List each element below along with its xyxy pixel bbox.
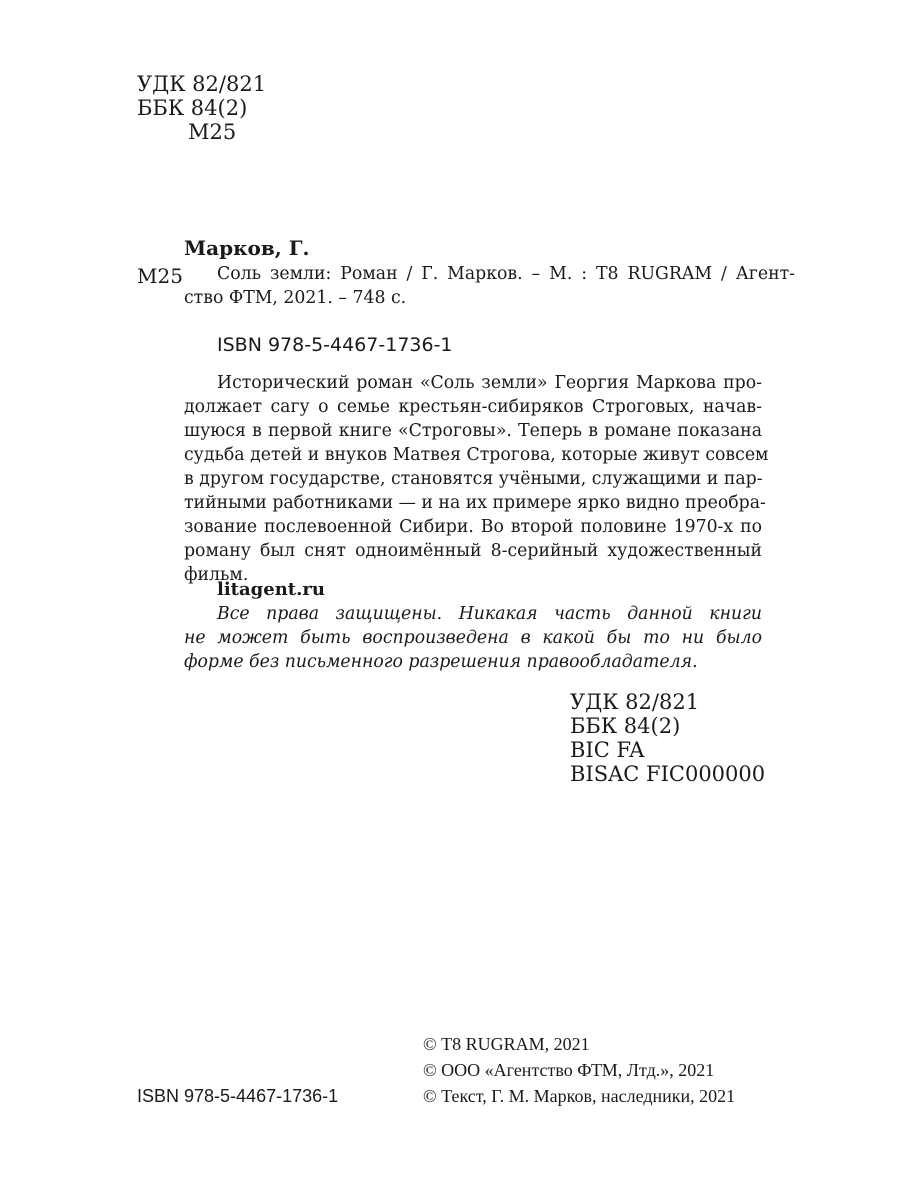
copyright-line: © Т8 RUGRAM, 2021 [423, 1034, 590, 1054]
top-classification-codes [137, 72, 266, 144]
bbk-code: ББК 84(2) [137, 96, 248, 120]
footer-isbn: ISBN 978-5-4467-1736-1 [137, 1086, 339, 1106]
annotation-line: шуюся в первой книге «Строговы». Теперь в романе показана [184, 421, 762, 441]
rights-line: форме без письменного разрешения правообладателя. [184, 652, 698, 672]
annotation-line: зование послевоенной Сибири. Во второй половине 1970-х по [184, 517, 762, 537]
author-mark-side: М25 [137, 264, 183, 288]
author-mark: М25 [188, 120, 237, 144]
annotation-line: роману был снят одноимённый 8-серийный художественный [184, 541, 762, 561]
annotation-line: Исторический роман «Соль земли» Георгия Маркова про- [217, 373, 762, 393]
isbn-number: ISBN 978-5-4467-1736-1 [217, 334, 453, 356]
rights-line: Все права защищены. Никакая часть данной книги [217, 604, 762, 624]
annotation-line: судьба детей и внуков Матвея Строгова, которые живут совсем [184, 445, 769, 465]
annotation-line: должает сагу о семье крестьян-сибиряков Строговых, начав- [184, 397, 762, 417]
annotation-line: фильм. [184, 565, 249, 585]
annotation-line: в другом государстве, становятся учёными, служащими и пар- [184, 469, 763, 489]
rights-line: не может быть воспроизведена в какой бы то ни было [184, 628, 762, 648]
bbk-code: ББК 84(2) [570, 714, 681, 738]
copyright-line: © ООО «Агентство ФТМ, Лтд.», 2021 [423, 1060, 715, 1080]
author-name: Марков, Г. [184, 236, 310, 260]
udk-code: УДК 82/821 [570, 690, 700, 714]
bibliographic-line: ство ФТМ, 2021. – 748 с. [184, 288, 407, 308]
bibliographic-line: Соль земли: Роман / Г. Марков. – М. : Т8 RUGRAM / Агент- [217, 264, 795, 284]
annotation-line: тийными работниками — и на их примере ярко видно преобра- [184, 493, 766, 513]
bisac-code: BISAC FIC000000 [570, 762, 766, 786]
copyright-line: © Текст, Г. М. Марков, наследники, 2021 [423, 1086, 736, 1106]
publisher-site: litagent.ru [217, 579, 325, 600]
right-classification-codes [570, 690, 765, 786]
udk-code: УДК 82/821 [137, 72, 267, 96]
bic-code: BIC FA [570, 738, 645, 762]
